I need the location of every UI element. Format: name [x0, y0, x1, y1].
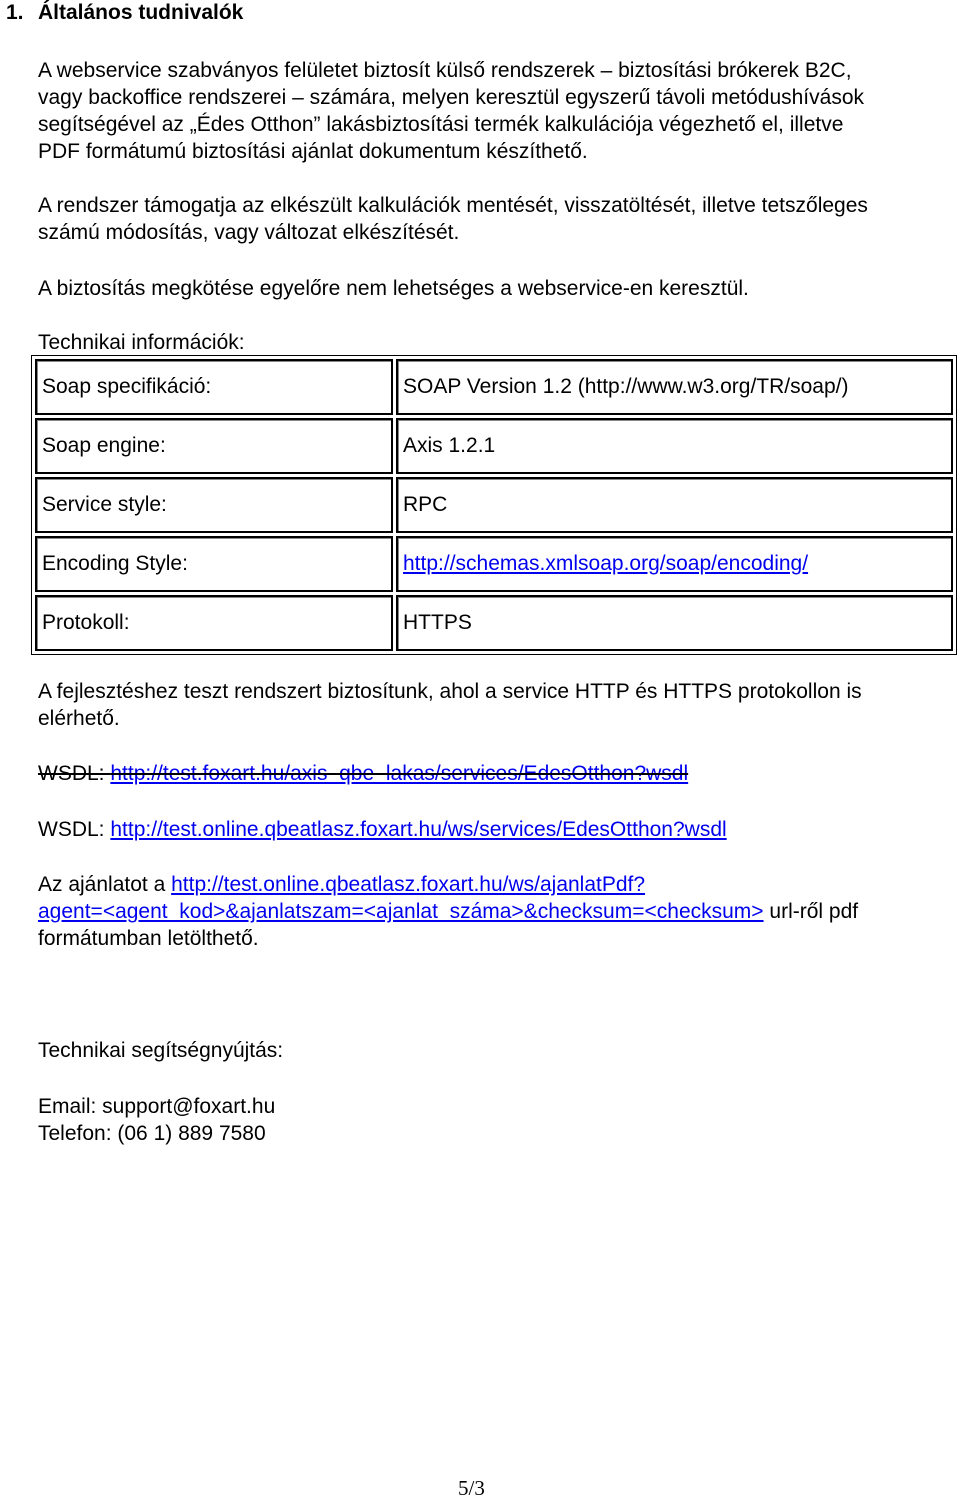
spec-key: Soap engine: — [35, 418, 393, 474]
tech-info-label — [38, 329, 245, 356]
spec-key: Protokoll: — [35, 595, 393, 651]
intro-paragraph — [38, 57, 864, 165]
spec-key: Encoding Style: — [35, 536, 393, 592]
spec-key: Soap specifikáció: — [35, 359, 393, 415]
support-title-text: Technikai segítségnyújtás: — [38, 1039, 284, 1062]
intro-line: segítségével az „Édes Otthon” lakásbiztosítási termék kalkulációja végezhető el, illetve — [38, 113, 844, 136]
spec-table — [31, 355, 957, 655]
intro-line: A webservice szabványos felületet biztosít külső rendszerek – biztosítási brókerek B2C, — [38, 59, 852, 82]
table-row — [35, 359, 953, 415]
wsdl-new-link[interactable]: http://test.online.qbeatlasz.foxart.hu/ws/services/EdesOtthon?wsdl — [110, 818, 727, 841]
table-row — [35, 595, 953, 651]
pdf-offer-prefix: Az ajánlatot a — [38, 873, 172, 896]
section-title: Általános tudnivalók — [38, 1, 244, 24]
pdf-offer-line3: formátumban letölthető. — [38, 927, 259, 950]
contract-note — [38, 275, 749, 302]
pdf-offer-paragraph — [38, 871, 858, 952]
paragraph-line: számú módosítás, vagy változat elkészítését. — [38, 221, 460, 244]
section-heading — [6, 1, 243, 25]
wsdl-old-link[interactable]: http://test.foxart.hu/axis_qbe_lakas/services/EdesOtthon?wsdl — [110, 762, 689, 785]
spec-key: Service style: — [35, 477, 393, 533]
encoding-style-link[interactable]: http://schemas.xmlsoap.org/soap/encoding/ — [403, 552, 809, 575]
wsdl-old-label: WSDL: — [38, 762, 111, 785]
paragraph-line: elérhető. — [38, 707, 120, 730]
section-number: 1. — [6, 1, 24, 24]
support-features-paragraph — [38, 192, 868, 246]
spec-value: RPC — [396, 477, 953, 533]
support-title — [38, 1037, 283, 1064]
intro-line: vagy backoffice rendszerei – számára, melyen keresztül egyszerű távoli metódushívások — [38, 86, 865, 109]
spec-value: Axis 1.2.1 — [396, 418, 953, 474]
wsdl-new-label: WSDL: — [38, 818, 111, 841]
pdf-offer-suffix: url-ről pdf — [763, 900, 859, 923]
intro-line: PDF formátumú biztosítási ajánlat dokumentum készíthető. — [38, 140, 588, 163]
table-row — [35, 477, 953, 533]
wsdl-new-line — [38, 816, 727, 843]
wsdl-old-line — [38, 760, 688, 787]
pdf-offer-link-part2[interactable]: agent=<agent_kod>&ajanlatszam=<ajanlat_száma>&checksum=<checksum> — [38, 900, 764, 923]
test-env-paragraph — [38, 678, 862, 732]
support-phone: Telefon: (06 1) 889 7580 — [38, 1122, 266, 1145]
paragraph-line: A fejlesztéshez teszt rendszert biztosítunk, ahol a service HTTP és HTTPS protokollon is — [38, 680, 862, 703]
support-contacts — [38, 1093, 275, 1147]
page-number: 5/3 — [458, 1476, 485, 1500]
spec-value — [396, 536, 953, 592]
table-row — [35, 536, 953, 592]
spec-value: SOAP Version 1.2 (http://www.w3.org/TR/soap/) — [396, 359, 953, 415]
support-email: Email: support@foxart.hu — [38, 1095, 276, 1118]
tech-info-label-text: Technikai információk: — [38, 331, 245, 354]
paragraph-line: A rendszer támogatja az elkészült kalkulációk mentését, visszatöltését, illetve tetszőleges — [38, 194, 868, 217]
spec-value: HTTPS — [396, 595, 953, 651]
pdf-offer-link-part1[interactable]: http://test.online.qbeatlasz.foxart.hu/ws/ajanlatPdf? — [171, 873, 646, 896]
contract-note-text: A biztosítás megkötése egyelőre nem lehetséges a webservice-en keresztül. — [38, 277, 749, 300]
table-row — [35, 418, 953, 474]
